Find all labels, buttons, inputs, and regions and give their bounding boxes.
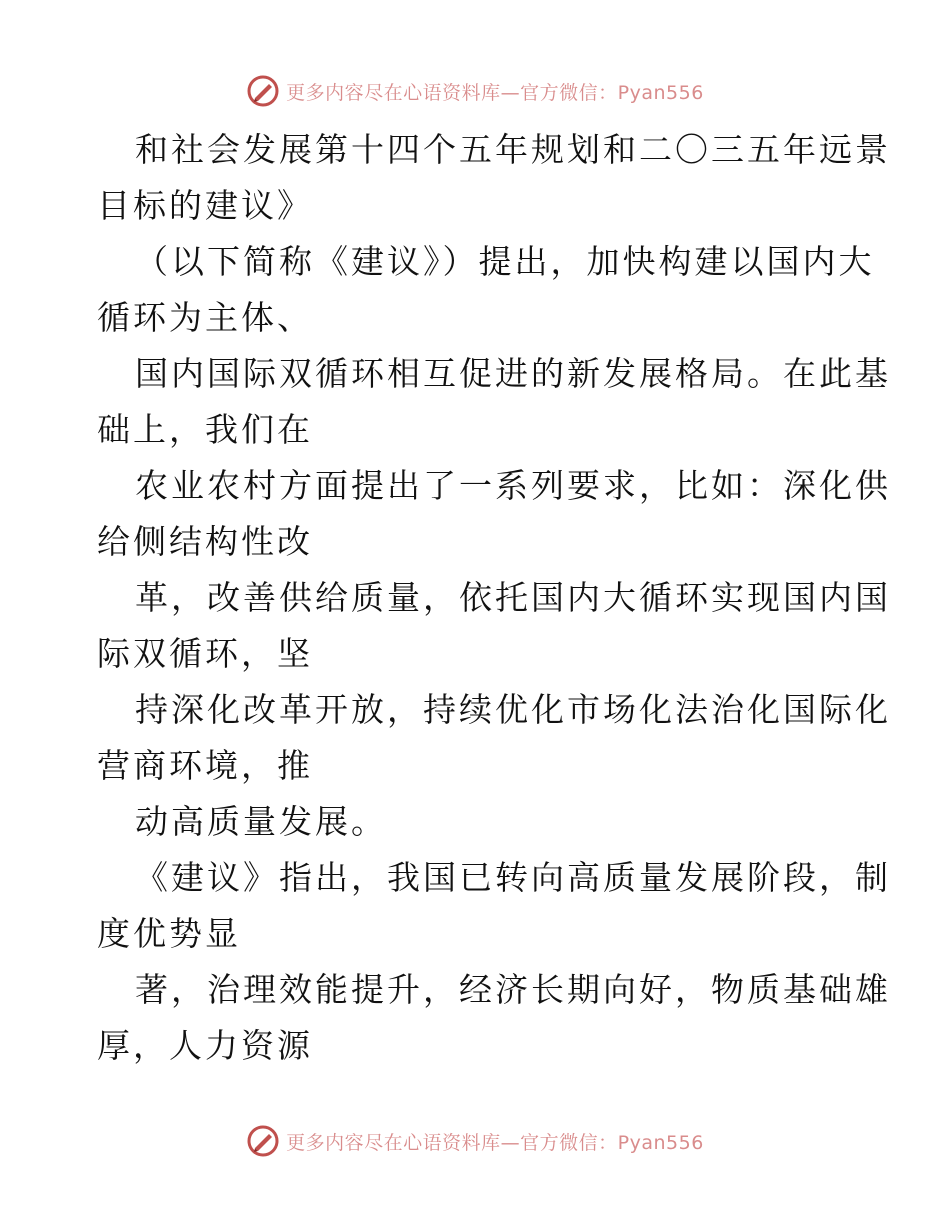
pen-logo-icon xyxy=(246,74,280,108)
watermark-text: 更多内容尽在心语资料库—官方微信：Pyan556 xyxy=(286,81,704,104)
text-line: 动高质量发展。 xyxy=(135,802,387,841)
text-line: 和社会发展第十四个五年规划和二〇三五年远景 xyxy=(135,130,891,169)
pen-logo-icon xyxy=(246,1124,280,1158)
text-line: 目标的建议》 xyxy=(97,186,313,225)
text-line: 革，改善供给质量，依托国内大循环实现国内国 xyxy=(135,578,891,617)
watermark-text: 更多内容尽在心语资料库—官方微信：Pyan556 xyxy=(286,1131,704,1154)
text-line: 给侧结构性改 xyxy=(97,522,313,561)
text-line: 际双循环，坚 xyxy=(97,634,313,673)
document-body xyxy=(97,122,891,1074)
text-line: 《建议》指出，我国已转向高质量发展阶段，制 xyxy=(135,858,891,897)
text-line: 农业农村方面提出了一系列要求，比如：深化供 xyxy=(135,466,891,505)
text-line: 国内国际双循环相互促进的新发展格局。在此基 xyxy=(135,354,891,393)
footer-watermark xyxy=(0,1121,950,1161)
text-line: 厚，人力资源 xyxy=(97,1026,313,1065)
text-line: （以下简称《建议》）提出，加快构建以国内大 xyxy=(135,242,875,281)
text-line: 础上，我们在 xyxy=(97,410,313,449)
header-watermark xyxy=(0,71,950,111)
text-line: 著，治理效能提升，经济长期向好，物质基础雄 xyxy=(135,970,891,1009)
text-line: 度优势显 xyxy=(97,914,241,953)
text-line: 营商环境，推 xyxy=(97,746,313,785)
text-line: 持深化改革开放，持续优化市场化法治化国际化 xyxy=(135,690,891,729)
text-line: 循环为主体、 xyxy=(97,298,313,337)
